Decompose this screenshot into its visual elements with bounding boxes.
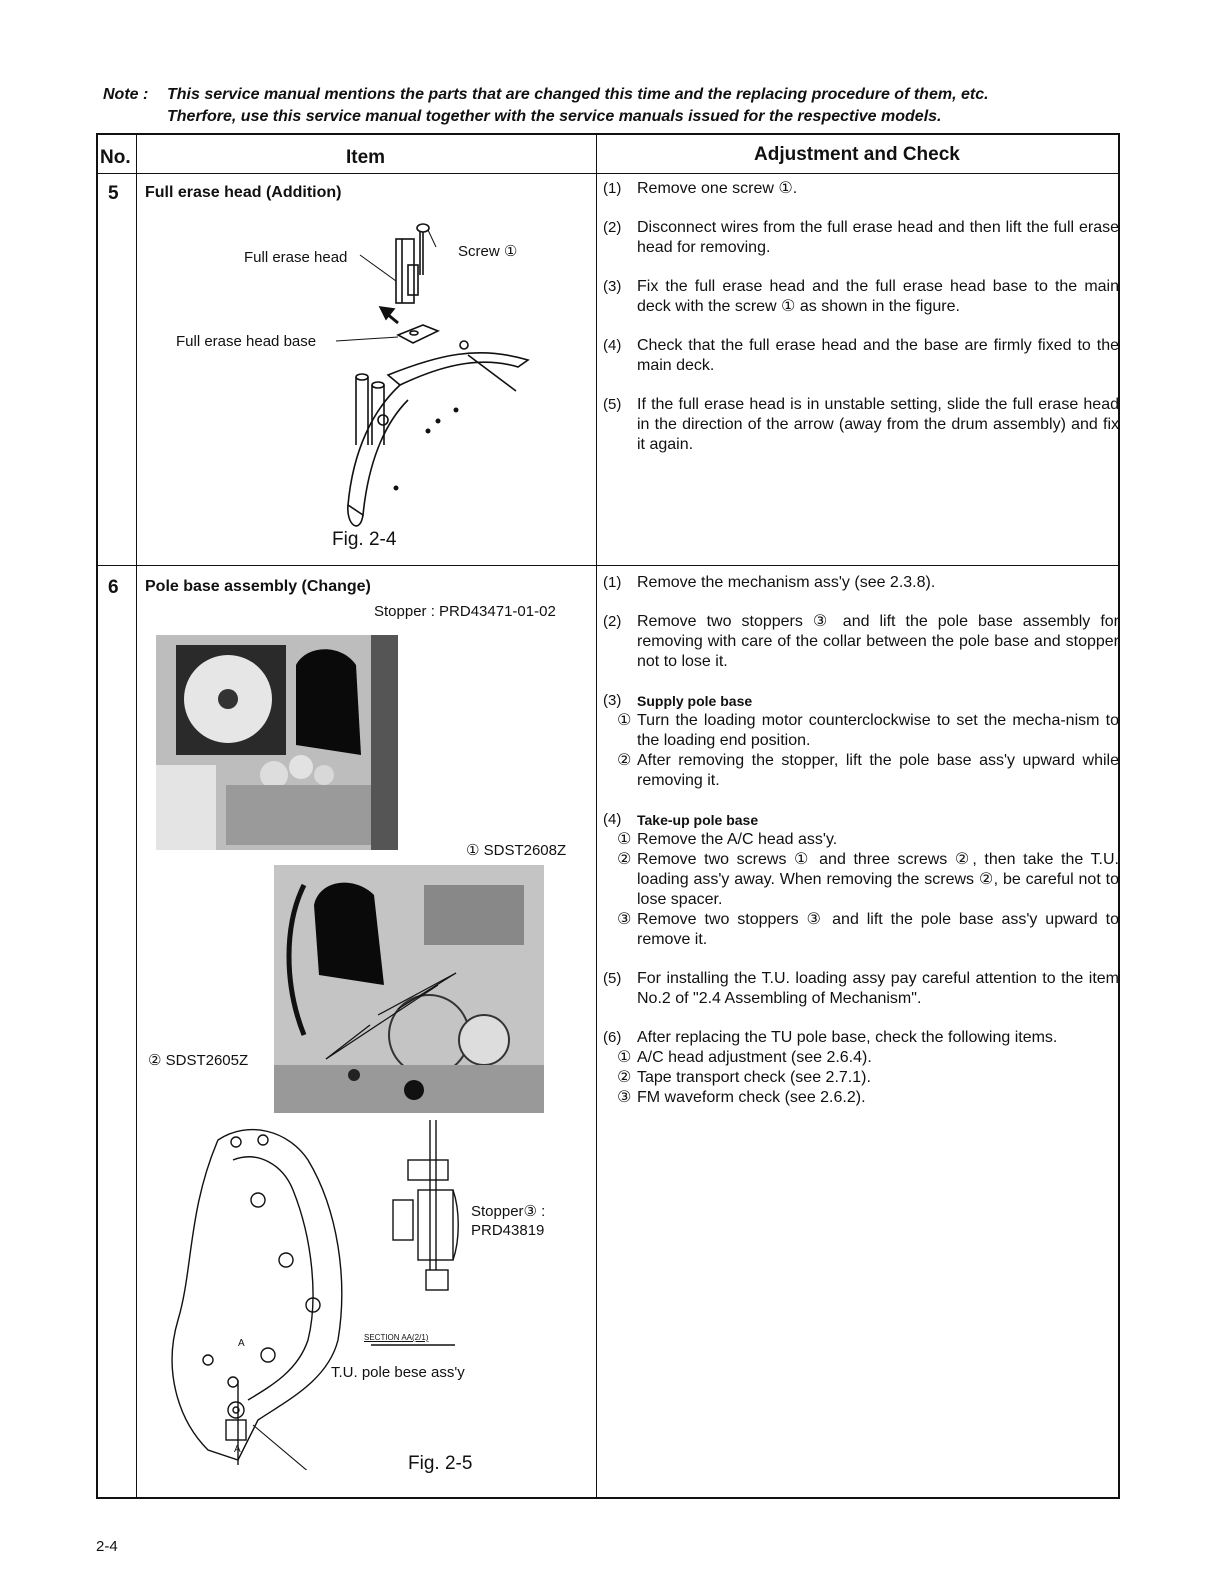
row-6-number: 6 [108,577,119,598]
note-line-1: This service manual mentions the parts that are changed this time and the replacing procedure of them, etc. [167,86,989,103]
label-full-erase-head-base: Full erase head base [176,333,317,350]
supply-pole-base-title: Supply pole base [637,693,753,709]
label-sdst2608z: ① SDST2608Z [466,842,567,859]
header-adjustment: Adjustment and Check [754,144,960,165]
row-5-step: (4) Check that the full erase head and the base are firmly fixed to the main deck. [603,337,1119,374]
row-5-step: (2) Disconnect wires from the full erase head and then lift the full erase head for removing. [603,219,1119,256]
fig-2-5-caption: Fig. 2-5 [408,1453,473,1474]
row-6-step: (2) Remove two stoppers ③ and lift the pole base assembly for removing with care of the collar between the pole base and stopper not to lose it. [603,613,1119,670]
service-note [103,84,1103,128]
label-sdst2605z: ② SDST2605Z [148,1052,249,1069]
row-6-step: (5) For installing the T.U. loading assy pay careful attention to the item No.2 of "2.4 Assembling of Mechanism". [603,970,1119,1007]
tu-pole-base-diagram [138,1120,594,1470]
row-6-title: Pole base assembly (Change) [145,578,371,595]
label-stopper-top: Stopper : PRD43471-01-02 [374,603,556,620]
page-number: 2-4 [96,1538,118,1555]
header-no: No. [100,147,131,168]
label-stopper3: Stopper③ : [471,1203,546,1220]
label-a-bottom: A [234,1444,241,1455]
full-erase-head-diagram [138,205,594,545]
label-a-top: A [238,1338,245,1349]
header-divider [98,173,1118,174]
label-full-erase-head: Full erase head [244,249,348,266]
row-6-step: (6) After replacing the TU pole base, check the following items. ① A/C head adjustment (see 2.6.4). ② Tape transport check (see 2.7.1). ③ FM waveform check (see 2.6.2). [603,1029,1058,1106]
note-line-2: Therfore, use this service manual together with the service manuals issued for the respective models. [167,108,942,125]
row-6-steps [603,573,1119,1127]
label-screw: Screw ① [458,243,518,260]
header-item: Item [346,147,386,168]
label-tu-pole-base: T.U. pole bese ass'y [331,1364,465,1381]
col-divider-no [136,135,137,1497]
label-section-aa: SECTION AA(2/1) [364,1333,429,1342]
row-6-step: (1) Remove the mechanism ass'y (see 2.3.8). [603,574,936,591]
note-label: Note : [103,86,149,103]
take-up-pole-base-title: Take-up pole base [637,812,759,828]
row-5-step: (5) If the full erase head is in unstable setting, slide the full erase head in the direction of the arrow (away from the drum assembly) and fix it again. [603,396,1119,453]
fig-2-4-caption: Fig. 2-4 [332,529,397,550]
row-divider [98,565,1118,566]
row-6-step: (4) Take-up pole base ① Remove the A/C head ass'y. ② Remove two screws ① and three screws ②, then take the T.U. loading ass'y away. When removing the screws ②, be careful not to lose spacer. ③ Remove two stoppers ③ and lift the pole base ass'y upward to remove it. [603,811,1119,948]
row-5-title: Full erase head (Addition) [145,184,342,201]
parts-table [96,133,1120,1499]
row-5-step: (3) Fix the full erase head and the full erase head base to the main deck with the screw ① as shown in the figure. [603,278,1119,315]
row-6-step: (3) Supply pole base ① Turn the loading motor counterclockwise to set the mecha-nism to the loading end position. ② After removing the stopper, lift the pole base ass'y upward while removing it. [603,692,1119,789]
label-prd43819: PRD43819 [471,1222,545,1239]
row-5-step: (1) Remove one screw ①. [603,180,798,197]
row-5-number: 5 [108,183,119,204]
col-divider-item [596,135,597,1497]
mechanism-photo-1 [156,635,398,850]
photo-leader-lines [138,855,594,1115]
row-5-steps [603,179,1119,474]
